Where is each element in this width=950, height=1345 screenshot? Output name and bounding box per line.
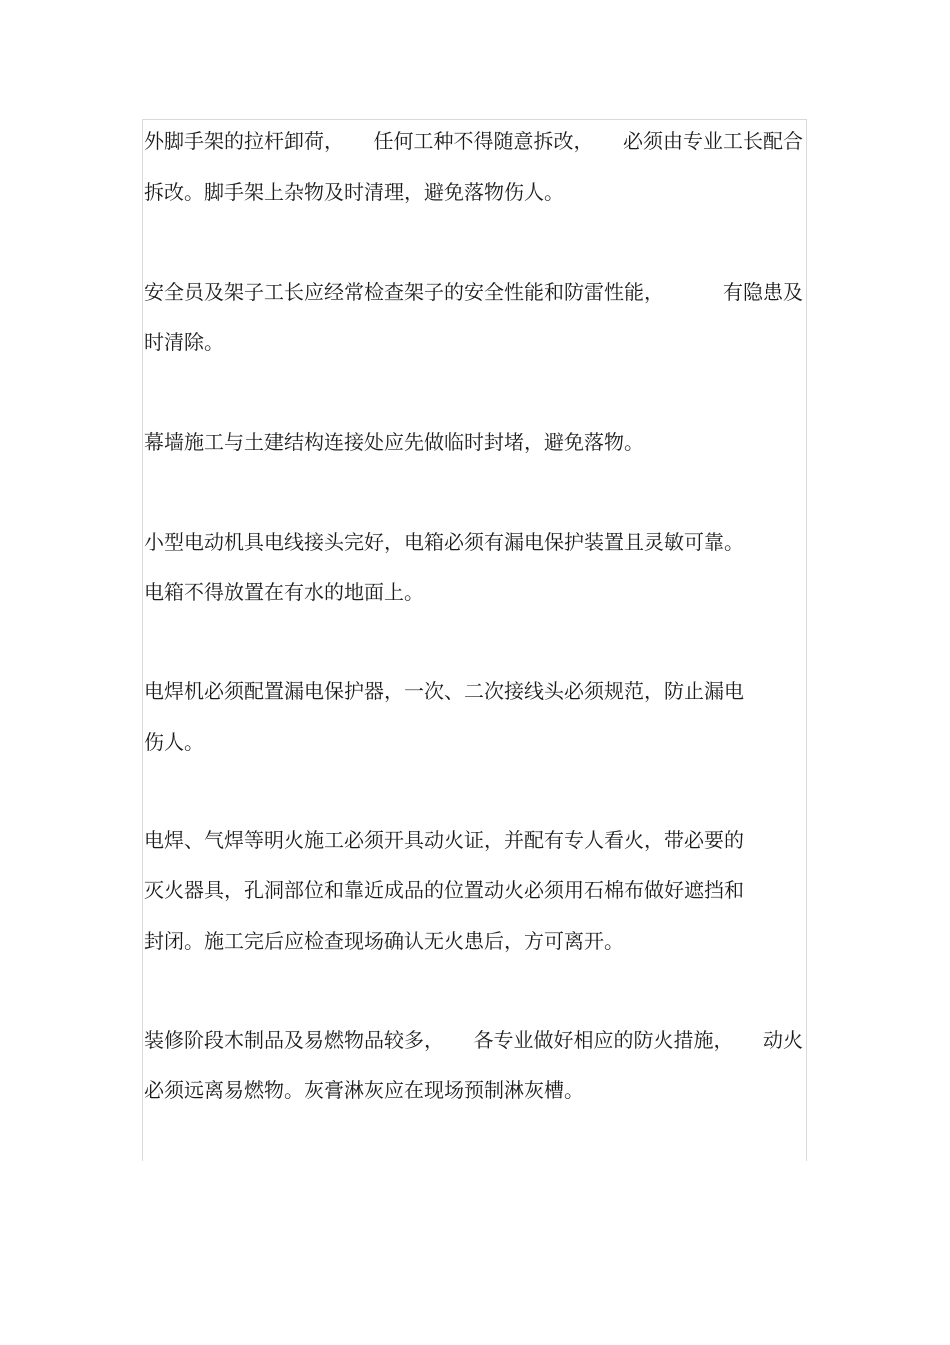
- text-segment: 小型电动机具电线接头完好，电箱必须有漏电保护装置且灵敏可靠。: [144, 530, 744, 554]
- text-segment: 任何工种不得随意拆改，: [373, 129, 594, 153]
- page-frame: [142, 119, 807, 1161]
- text-segment: 各专业做好相应的防火措施，: [473, 1028, 734, 1052]
- text-segment: 拆改。脚手架上杂物及时清理，避免落物伤人。: [144, 180, 564, 204]
- paragraph-6-line-3: [144, 928, 624, 954]
- text-segment: 必须由专业工长配合: [623, 129, 803, 153]
- text-segment: 外脚手架的拉杆卸荷，: [144, 129, 344, 153]
- text-segment: 动火: [763, 1028, 803, 1052]
- text-segment: 电焊、气焊等明火施工必须开具动火证，并配有专人看火，带必要的: [144, 828, 744, 852]
- paragraph-2-line-1: [144, 279, 803, 305]
- paragraph-7-line-1: [144, 1027, 803, 1053]
- text-segment: 电焊机必须配置漏电保护器，一次、二次接线头必须规范，防止漏电: [144, 679, 744, 703]
- text-segment: 封闭。施工完后应检查现场确认无火患后，方可离开。: [144, 929, 624, 953]
- paragraph-5-line-1: [144, 678, 744, 704]
- paragraph-6-line-2: [144, 877, 744, 903]
- paragraph-5-line-2: [144, 729, 204, 755]
- text-segment: 伤人。: [144, 730, 204, 754]
- text-segment: 装修阶段木制品及易燃物品较多，: [144, 1028, 444, 1052]
- text-segment: 有隐患及: [723, 280, 803, 304]
- paragraph-1-line-2: [144, 179, 564, 205]
- paragraph-3-line-1: [144, 429, 644, 455]
- paragraph-2-line-2: [144, 329, 224, 355]
- text-segment: 幕墙施工与土建结构连接处应先做临时封堵，避免落物。: [144, 430, 644, 454]
- paragraph-4-line-1: [144, 529, 744, 555]
- paragraph-4-line-2: [144, 579, 424, 605]
- text-segment: 时清除。: [144, 330, 224, 354]
- paragraph-1-line-1: [144, 128, 803, 154]
- paragraph-6-line-1: [144, 827, 744, 853]
- text-segment: 电箱不得放置在有水的地面上。: [144, 580, 424, 604]
- paragraph-7-line-2: [144, 1077, 584, 1103]
- text-segment: 安全员及架子工长应经常检查架子的安全性能和防雷性能，: [144, 280, 664, 304]
- text-segment: 必须远离易燃物。灰膏淋灰应在现场预制淋灰槽。: [144, 1078, 584, 1102]
- text-segment: 灭火器具，孔洞部位和靠近成品的位置动火必须用石棉布做好遮挡和: [144, 878, 744, 902]
